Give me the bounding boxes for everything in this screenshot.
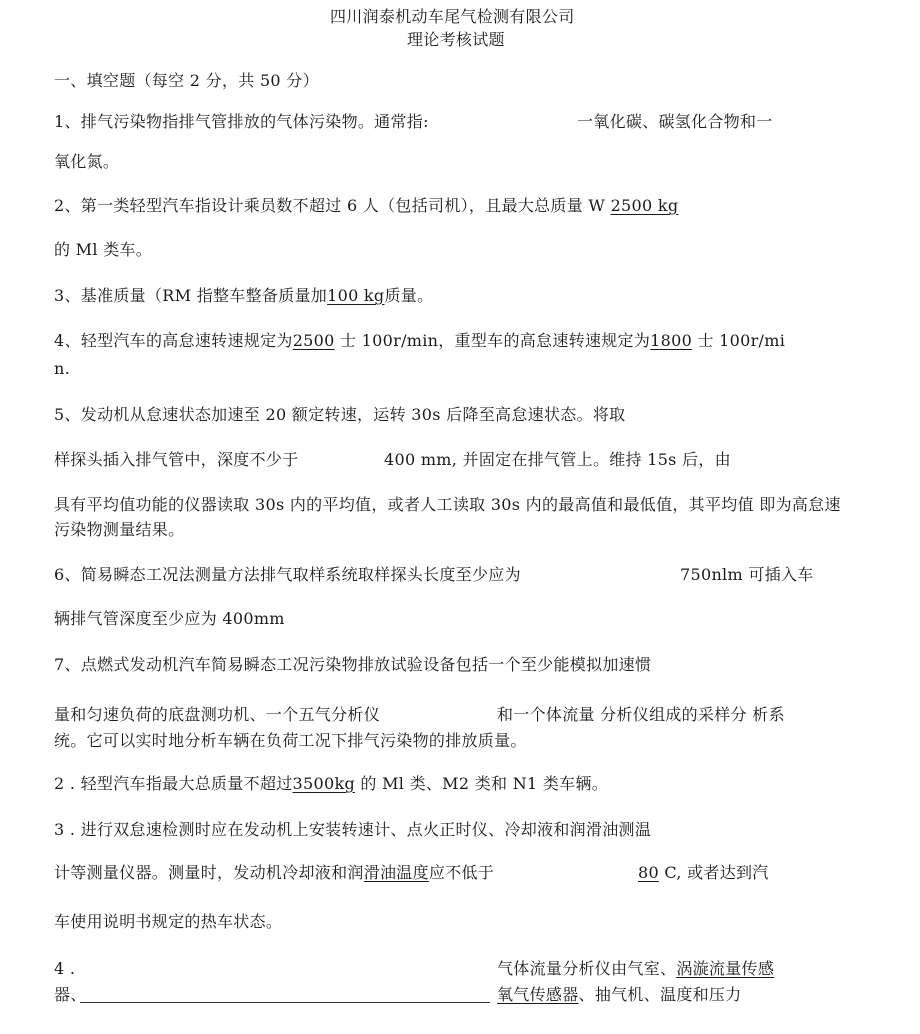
p3-line-2a	[54, 862, 494, 884]
p3-text: 计等测量仪器。测量时，发动机冷却液和润	[54, 863, 364, 882]
p3-line-3: 车使用说明书规定的热车状态。	[54, 912, 283, 931]
p3-line-2b	[638, 862, 769, 884]
p4-text-end: 、抽气机、温度和压力	[578, 985, 742, 1004]
q4-blank-1: 2500	[292, 331, 335, 350]
p3-text-mid: 应不低于	[428, 863, 495, 882]
q6-line-1a: 6、简易瞬态工况法测量方法排气取样系统取样探头长度至少应为	[54, 565, 521, 584]
q2-line-1	[54, 195, 678, 217]
p2-line	[54, 773, 608, 795]
p3-underlined: 滑油温度	[363, 863, 429, 882]
q4-text-end: 士 100r/mi	[692, 331, 786, 350]
q6-line-2: 辆排气管深度至少应为 400mm	[54, 609, 285, 628]
q7-line-1: 7、点燃式发动机汽车简易瞬态工况污染物排放试验设备包括一个至少能模拟加速惯	[54, 655, 652, 674]
p2-text: 2 . 轻型汽车指最大总质量不超过	[54, 774, 293, 793]
q6-answer: 750nlm 可插入车	[680, 565, 814, 584]
q4-blank-2: 1800	[650, 331, 693, 350]
q3-text-end: 质量。	[384, 286, 434, 305]
q3-text: 3、基准质量（RM 指整车整备质量加	[54, 286, 328, 305]
q5-line-2a: 样探头插入排气管中，深度不少于	[54, 450, 299, 469]
q7-line-2a: 量和匀速负荷的底盘测功机、一个五气分析仪	[54, 705, 381, 724]
p4-blank-2: 氧气传感器	[497, 985, 579, 1004]
p2-text-end: 的 Ml 类、M2 类和 N1 类车辆。	[355, 774, 609, 793]
q5-line-2b: 400 mm, 并固定在排气管上。维持 15s 后，由	[384, 450, 731, 469]
q3-line	[54, 285, 433, 307]
q7-line-2b: 和一个体流量 分析仪组成的采样分 析系	[497, 705, 785, 724]
p4-line-2a: 器、	[54, 985, 87, 1004]
p3-line-1: 3 . 进行双怠速检测时应在发动机上安装转速计、点火正时仪、冷却液和润滑油测温	[54, 820, 652, 839]
q3-blank: 100 kg	[327, 286, 385, 305]
p4-line-2b	[497, 984, 742, 1006]
q4-line-1	[54, 330, 785, 352]
p3-blank: 80	[638, 863, 659, 882]
company-title: 四川润泰机动车尾气检测有限公司	[330, 7, 575, 26]
q1-answer: 一氧化碳、碳氢化合物和一	[577, 112, 773, 131]
q7-line-3: 统。它可以实时地分析车辆在负荷工况下排气污染物的排放质量。	[54, 731, 527, 750]
p4-line-1	[497, 958, 774, 980]
q5-line-4: 污染物测量结果。	[54, 520, 185, 539]
q4-line-2: n.	[54, 359, 70, 378]
q4-text-mid: 士 100r/min，重型车的高怠速转速规定为	[334, 331, 651, 350]
q5-line-1: 5、发动机从怠速状态加速至 20 额定转速，运转 30s 后降至高怠速状态。将取	[54, 405, 626, 424]
p4-text: 气体流量分析仪由气室、	[497, 959, 677, 978]
p4-blank-line	[80, 1002, 490, 1003]
section-heading: 一、填空题（每空 2 分，共 50 分）	[54, 71, 319, 90]
q1-line-2: 氧化氮。	[54, 152, 120, 171]
q5-line-3: 具有平均值功能的仪器读取 30s 内的平均值，或者人工读取 30s 内的最高值和最低值，其平均值 即为高怠速	[54, 495, 841, 514]
p4-number: 4 .	[54, 959, 76, 978]
q2-blank: 2500 kg	[610, 196, 679, 215]
p4-blank-1: 涡漩流量传感	[676, 959, 775, 978]
p3-text-end: C, 或者达到汽	[658, 863, 769, 882]
q4-text: 4、轻型汽车的高怠速转速规定为	[54, 331, 293, 350]
q1-line-1a: 1、排气污染物指排气管排放的气体污染物。通常指:	[54, 112, 429, 131]
q2-line-2: 的 Ml 类车。	[54, 240, 153, 259]
p2-blank: 3500kg	[292, 774, 356, 793]
exam-subtitle: 理论考核试题	[407, 30, 505, 49]
q2-text: 2、第一类轻型汽车指设计乘员数不超过 6 人（包括司机），且最大总质量 W	[54, 196, 611, 215]
